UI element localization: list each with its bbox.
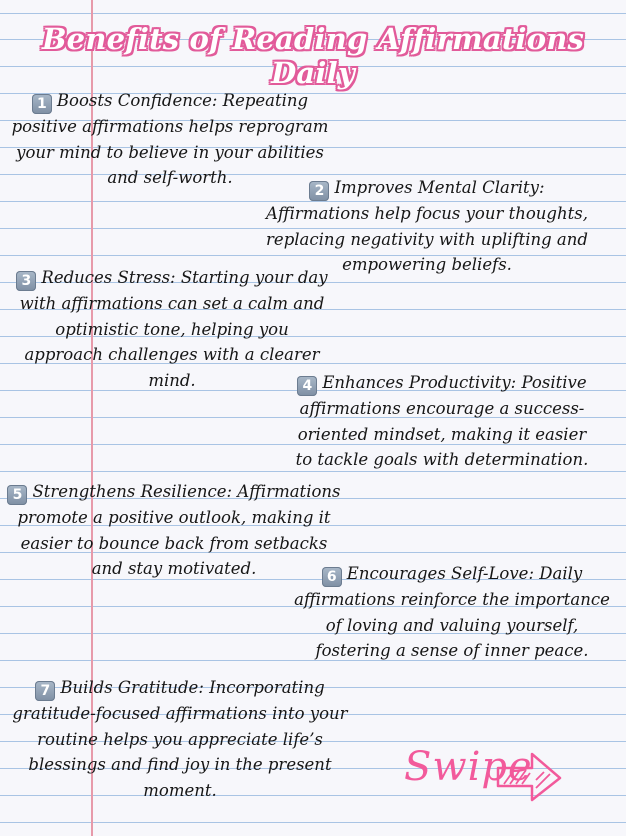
benefit-text: Reduces Stress: Starting your day with affirmations can set a calm and optimistic tone, helping you approach challenges with a clearer mind. [19,268,328,390]
number-badge-icon: 4 [297,376,317,396]
benefit-item [14,265,330,393]
number-badge-icon: 2 [309,181,329,201]
number-badge-icon: 7 [35,681,55,701]
benefit-item [286,561,618,664]
benefit-text: Enhances Productivity: Positive affirmations encourage a success-oriented mindset, making it easier to tackle goals with determination. [295,373,589,469]
benefit-item [290,370,594,473]
number-badge-icon: 6 [322,567,342,587]
benefit-text: Boosts Confidence: Repeating positive affirmations helps reprogram your mind to believe in your abilities and self-worth. [11,91,329,187]
benefit-item [262,175,592,278]
benefit-text: Strengthens Resilience: Affirmations promote a positive outlook, making it easier to bounce back from setbacks and stay motivated. [17,482,341,578]
number-badge-icon: 1 [32,94,52,114]
benefit-text: Encourages Self-Love: Daily affirmations reinforce the importance of loving and valuing yourself, fostering a sense of inner peace. [294,564,610,660]
benefit-item [10,675,350,803]
benefit-text: Improves Mental Clarity: Affirmations help focus your thoughts, replacing negativity with uplifting and empowering beliefs. [266,178,588,274]
swipe-label: Swipe [404,744,533,790]
right-arrow-icon [492,748,566,804]
page-title: Benefits of Reading Affirmations Daily [41,22,585,90]
benefit-text: Builds Gratitude: Incorporating gratitude-focused affirmations into your routine helps you appreciate life’s blessings and find joy in the present moment. [12,678,348,800]
number-badge-icon: 5 [7,485,27,505]
swipe-hint[interactable] [400,744,570,814]
number-badge-icon: 3 [16,271,36,291]
